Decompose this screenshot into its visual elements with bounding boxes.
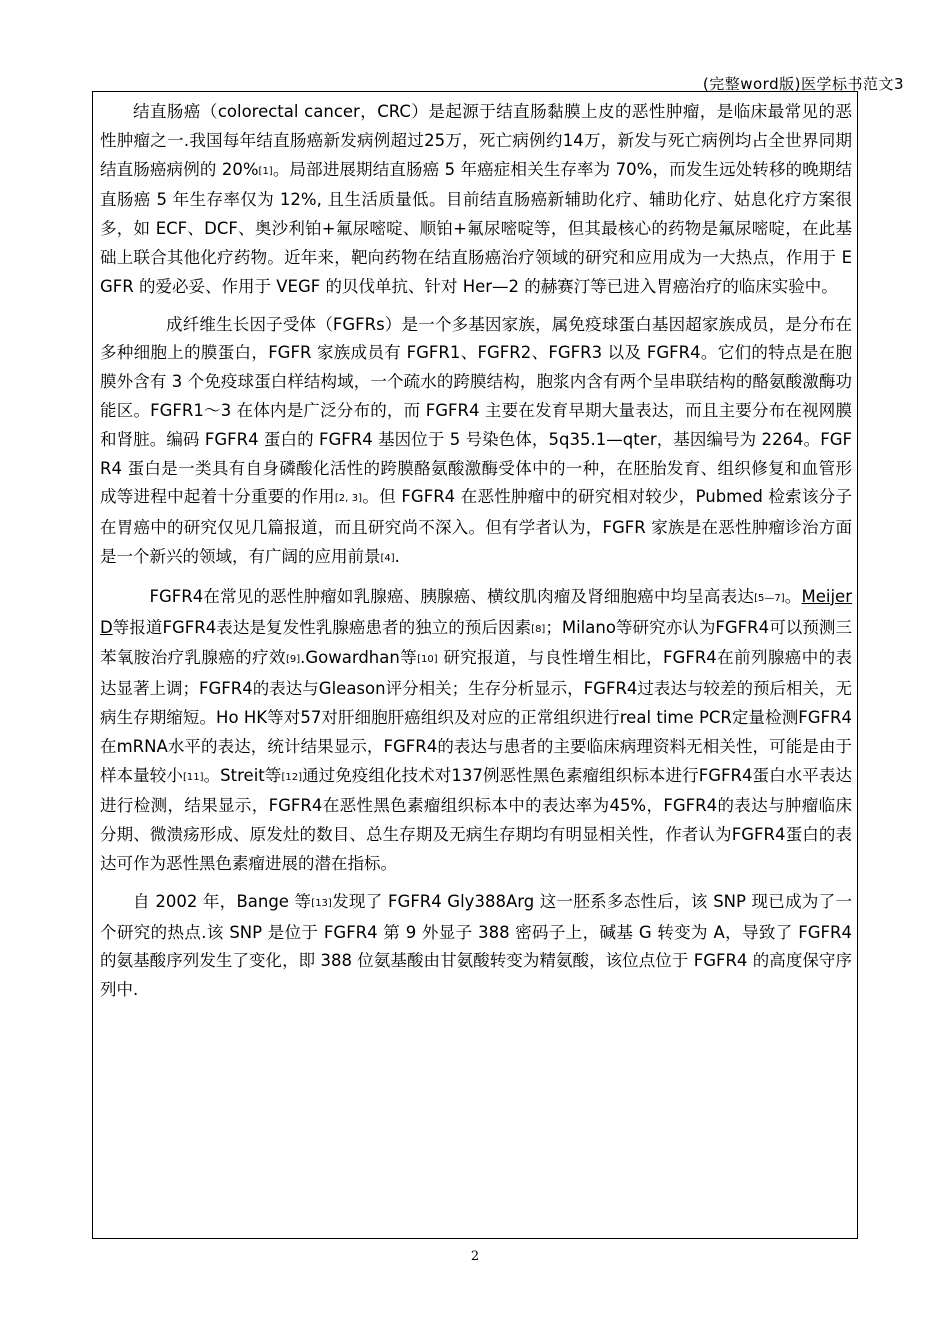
paragraph-text: .Gowardhan等	[300, 648, 418, 668]
document-body	[100, 98, 852, 1005]
citation: [12]	[281, 771, 302, 783]
paragraph-text: 研究报道，与良性增生相比，FGFR4在前列腺癌中的表达显著上调；FGFR4的表达与Gleason评分相关；生存分析显示，FGFR4过表达与较差的预后相关，无病生存期缩短。Ho HK等对57对肝细胞肝癌组织及对应的正常组织进行real time PCR定量检测FGFR4在mRNA水平的表达，统计结果显示，FGFR4的表达与患者的主要临床病理资料无相关性，可能是由于样本量较小	[100, 648, 852, 785]
paragraph-text: FGFR4在常见的恶性肿瘤如乳腺癌、胰腺癌、横纹肌肉瘤及肾细胞癌中均呈高表达	[149, 586, 755, 606]
citation: [13]	[311, 897, 332, 909]
citation: [5—7]	[754, 592, 785, 604]
paragraph-text: 发现了 FGFR4 Gly388Arg 这一胚系多态性后，该 SNP 现已成为了一个研究的热点.该 SNP 是位于 FGFR4 第 9 外显子 388 密码子上，碱基 G 转变为 A，导致了 FGFR4 的氨基酸序列发生了变化，即 388 位氨基酸由甘氨酸转变为精氨酸，该位点位于 FGFR4 的高度保守序列中.	[100, 891, 852, 1000]
paragraph-text: 等报道FGFR4表达是复发性乳腺癌患者的独立的预后因素	[112, 617, 532, 637]
paragraph-text: 成纤维生长因子受体（FGFRs）是一个多基因家族，属免疫球蛋白基因超家族成员，是分布在多种细胞上的膜蛋白，FGFR 家族成员有 FGFR1、FGFR2、FGFR3 以及 FGFR4。它们的特点是在胞膜外含有 3 个免疫球蛋白样结构域，一个疏水的跨膜结构，胞浆内含有两个呈串联结构的酪氨酸激酶功能区。FGFR1～3 在体内是广泛分布的，而 FGFR4 主要在发育早期大量表达，而且主要分布在视网膜和肾脏。编码 FGFR4 蛋白的 FGFR4 基因位于 5 号染色体，5q35.1—qter，基因编号为 2264。FGFR4 蛋白是一类具有自身磷酸化活性的跨膜酪氨酸激酶受体中的一种，在胚胎发育、组织修复和血管形成等进程中起着十分重要的作用	[100, 314, 852, 507]
paragraph-text: .	[394, 546, 400, 566]
paragraph-text: 。Streit等	[203, 765, 282, 785]
paragraph-text: 通过免疫组化技术对137例恶性黑色素瘤组织标本进行FGFR4蛋白水平表达进行检测，结果显示，FGFR4在恶性黑色素瘤组织标本中的表达率为45%，FGFR4的表达与肿瘤临床分期、微溃疡形成、原发灶的数目、总生存期及无病生存期均有明显相关性，作者认为FGFR4蛋白的表达可作为恶性黑色素瘤进展的潜在指标。	[100, 765, 852, 873]
paragraph-text: ；Milano等研究亦认为FGFR4可以预测三苯氧胺治疗乳腺癌的疗效	[100, 617, 852, 668]
paragraph-text: 。	[784, 586, 802, 606]
paragraph-text: 。局部进展期结直肠癌 5 年癌症相关生存率为 70%，而发生远处转移的晚期结直肠癌 5 年生存率仅为 12%, 且生活质量低。目前结直肠癌新辅助化疗、辅助化疗、姑息化疗方案很多，如 ECF、DCF、奥沙利铂+氟尿嘧啶、顺铂+氟尿嘧啶等，但其最核心的药物是氟尿嘧啶，在此基础上联合其他化疗药物。近年来，靶向药物在结直肠癌治疗领域的研究和应用成为一大热点，作用于 EGFR 的爱必妥、作用于 VEGF 的贝伐单抗、针对 Her—2 的赫赛汀等已进入胃癌治疗的临床实验中。	[100, 159, 853, 296]
citation: [4]	[380, 552, 395, 564]
paragraph-fgfr-family	[100, 311, 852, 574]
paragraph-snp	[100, 888, 852, 1005]
citation: [10]	[417, 654, 438, 666]
citation: [1]	[258, 165, 273, 177]
paragraph-text: 。但 FGFR4 在恶性肿瘤中的研究相对较少，Pubmed 检索该分子在胃癌中的研究仅见几篇报道，而且研究尚不深入。但有学者认为，FGFR 家族是在恶性肿瘤诊治方面是一个新兴的领域，有广阔的应用前景	[100, 487, 853, 566]
paragraph-text: 结直肠癌（colorectal cancer，CRC）是起源于结直肠黏膜上皮的恶性肿瘤，是临床最常见的恶性肿瘤之一.我国每年结直肠癌新发病例超过25万，死亡病例约14万，新发与死亡病例均占全世界同期结直肠癌病例的 20%	[100, 102, 852, 179]
citation: [2, 3]	[334, 493, 363, 505]
author-name-underlined: Meijer D	[100, 586, 852, 637]
document-header: (完整word版)医学标书范文3	[702, 75, 904, 93]
page-number: 2	[470, 1249, 480, 1264]
citation: [8]	[531, 623, 546, 635]
paragraph-fgfr4-tumors	[100, 583, 852, 879]
paragraph-text: 自 2002 年，Bange 等	[133, 891, 312, 911]
paragraph-crc-intro	[100, 98, 852, 302]
citation: [11]	[182, 771, 204, 783]
citation: [9]	[285, 654, 301, 666]
